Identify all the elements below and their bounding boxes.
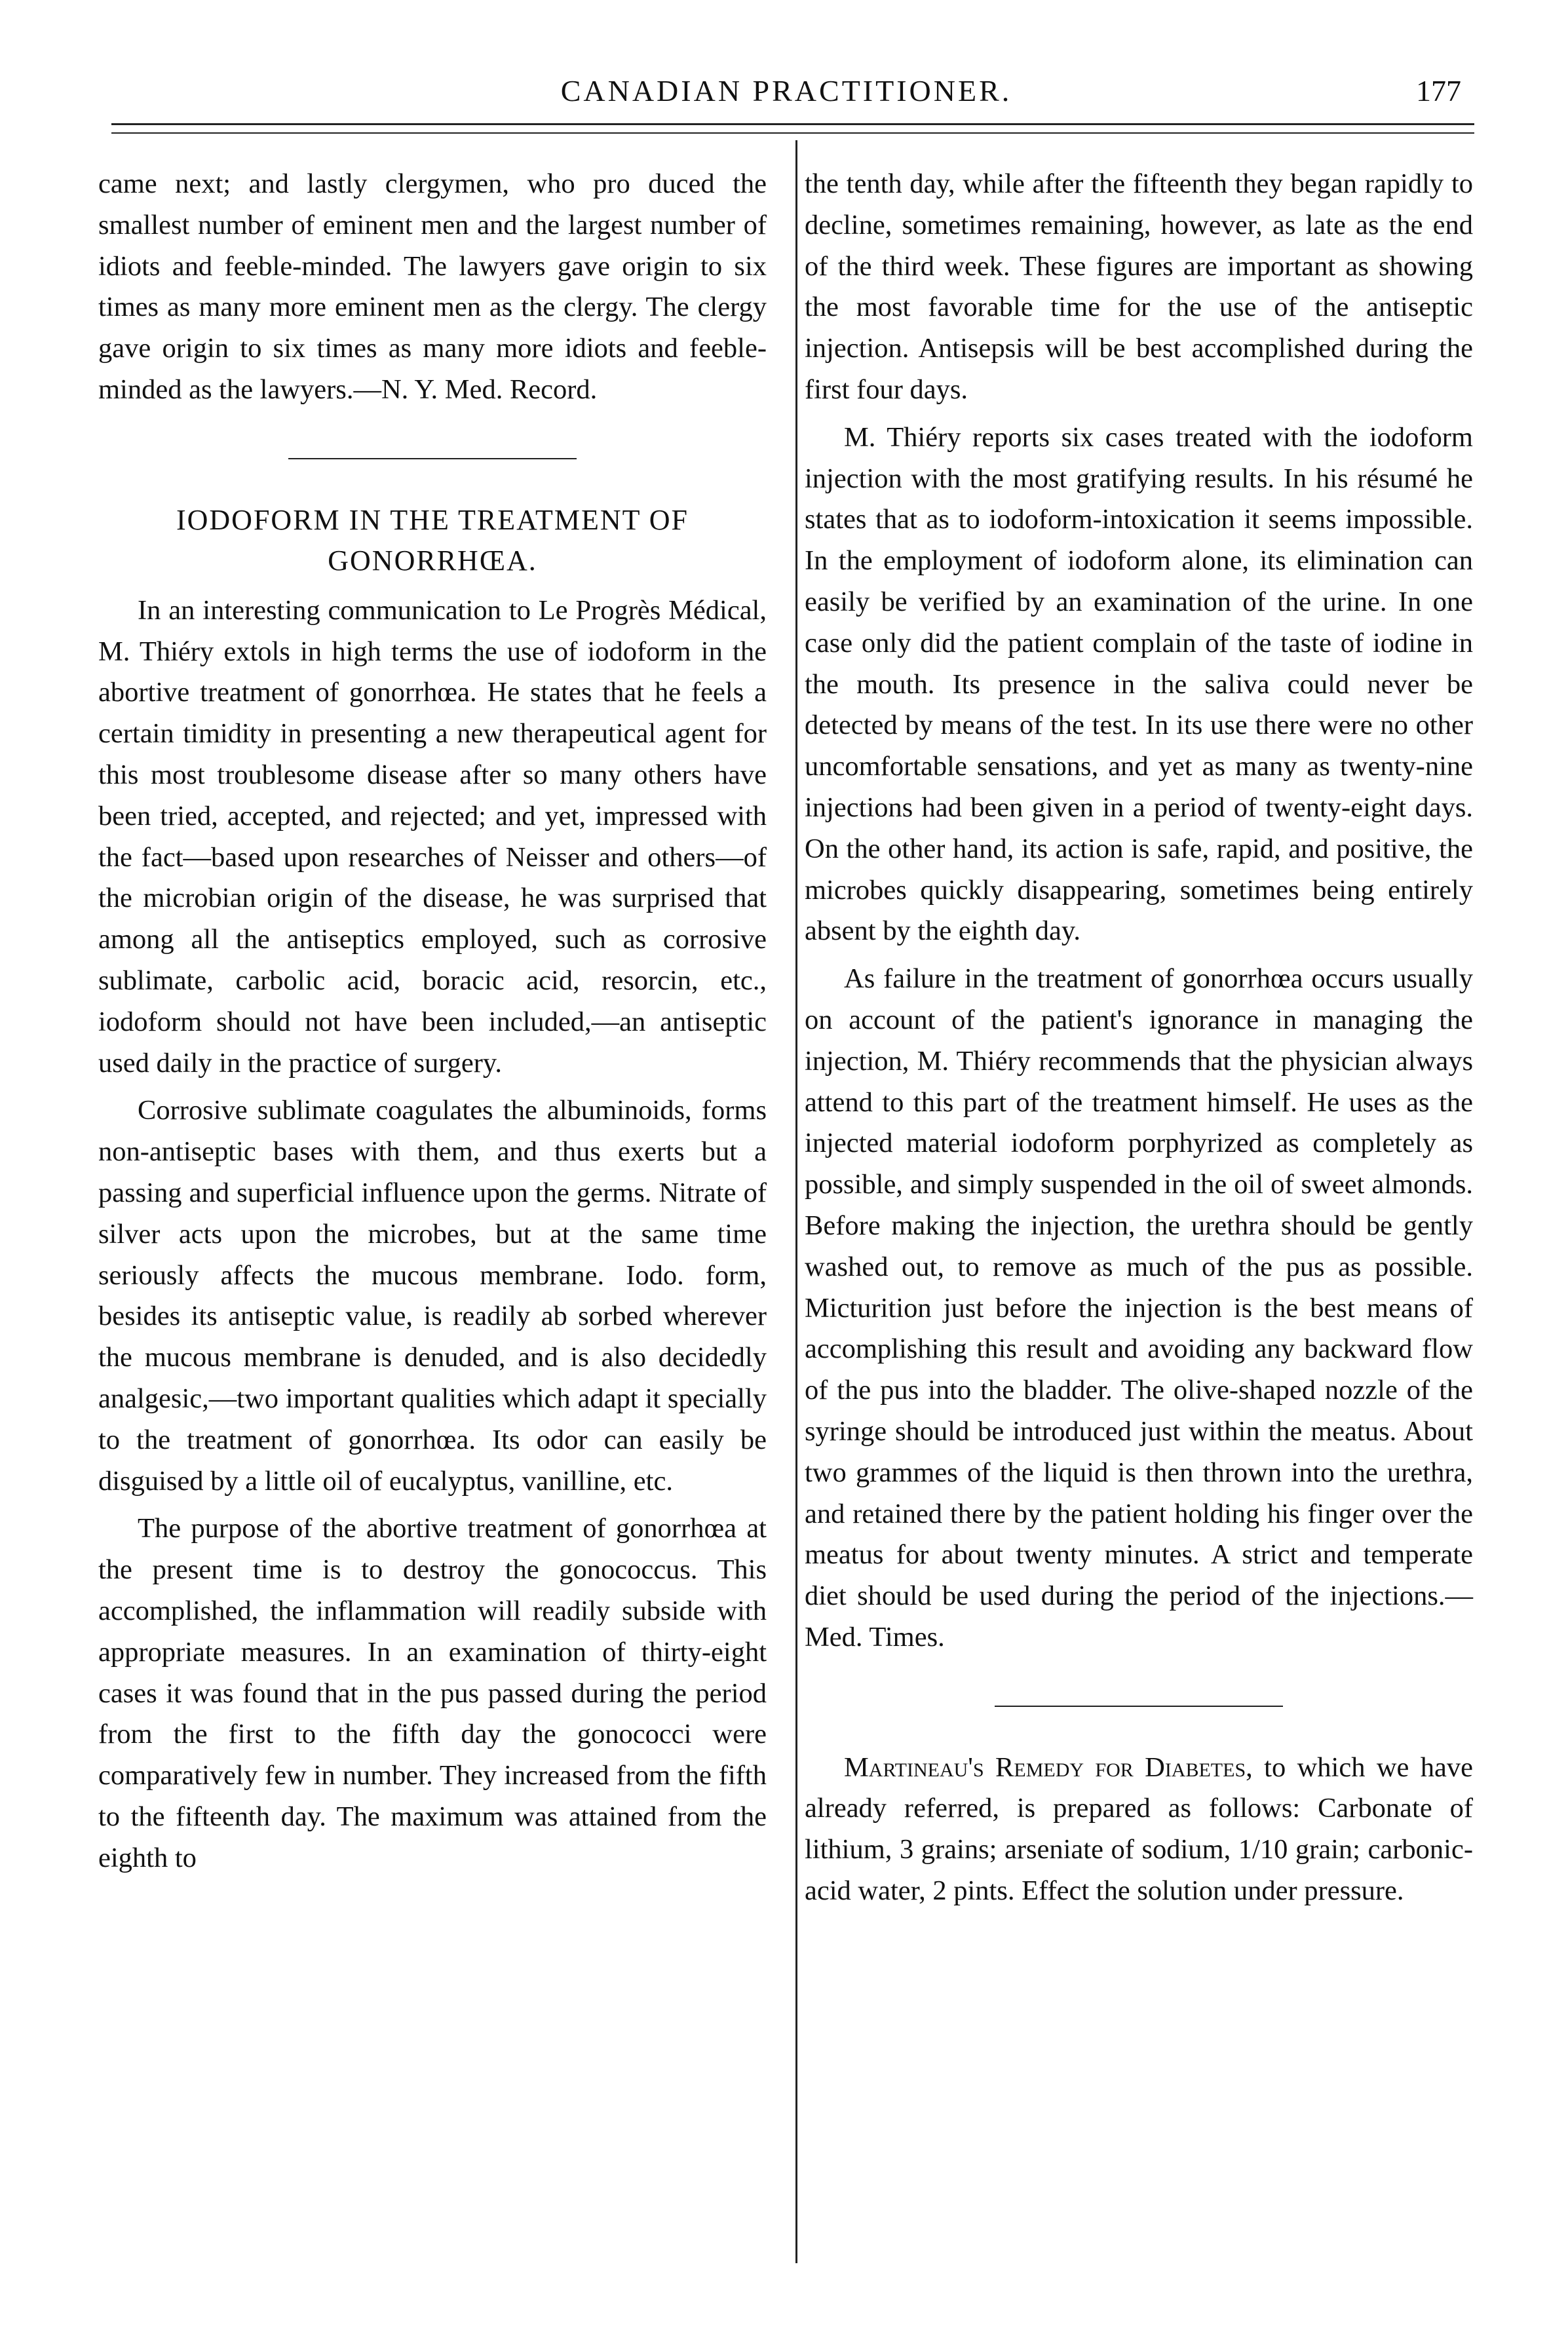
running-header [98, 66, 1474, 118]
left-paragraph-4: The purpose of the abortive treatment of gonorrhœa at the present time is to destroy the gonococcus. This accomplished, the inflammation will readily subside with appropriate measures. In an examination of thirty-eight cases it was found that in the pus passed during the period from the first to the fifth day the gonococci were comparatively few in number. They increased from the fifth to the fifteenth day. The maximum was attained from the eighth to [98, 1513, 767, 1873]
section-separator-rule [288, 458, 577, 459]
left-paragraph-3: Corrosive sublimate coagulates the albuminoids, forms non-antiseptic bases with them, and thus exerts but a passing and superficial influence upon the germs. Nitrate of silver acts upon the microbes, but at the same time seriously affects the mucous membrane. Iodo. form, besides its antiseptic value, is readily ab sorbed wherever the mucous membrane is denuded, and is also decidedly analgesic,—two important qualities which adapt it specially to the treatment of gonorrhœa. Its odor can easily be disguised by a little oil of eucalyptus, vanilline, etc. [98, 1095, 767, 1497]
column-divider [795, 140, 797, 2263]
article-heading [98, 500, 767, 581]
article-heading-line-1: IODOFORM IN THE TREATMENT OF [176, 503, 689, 536]
section-separator-rule-2 [995, 1706, 1283, 1707]
right-paragraph-3: As failure in the treatment of gonorrhœa occurs usually on account of the patient's ignorance in managing the injection, M. Thiéry recommends that the physician always attend to this part of the treatment himself. He uses as the injected material iodoform porphyrized as completely as possible, and simply suspended in the oil of sweet almonds. Before making the injection, the urethra should be gently washed out, to remove as much of the pus as possible. Micturition just before the injection is the best means of accomplishing this result and avoiding any backward flow of the pus into the bladder. The olive-shaped nozzle of the syringe should be introduced just within the meatus. About two grammes of the liquid is then thrown into the urethra, and retained there by the patient holding his finger over the meatus for about twenty minutes. A strict and temperate diet should be used during the period of the injections.—Med. Times. [805, 963, 1473, 1653]
header-rule-top [111, 123, 1474, 125]
page-number: 177 [1416, 74, 1461, 107]
header-rule-bottom [111, 132, 1474, 134]
right-column [805, 164, 1473, 1912]
article-heading-line-2: GONORRHŒA. [328, 544, 537, 577]
diabetes-remedy-text: to which we have already referred, is prepared as follows: Carbonate of lithium, 3 grains; arseniate of sodium, 1/10 grain; carbonic-acid water, 2 pints. Effect the solution under pressure. [805, 1751, 1473, 1907]
right-paragraph-4 [805, 1748, 1473, 1912]
diabetes-remedy-title: Martineau's Remedy for Diabetes, [844, 1751, 1253, 1783]
left-paragraph-1: came next; and lastly clergymen, who pro duced the smallest number of eminent men and the largest number of idiots and feeble-minded. The lawyers gave origin to six times as many more eminent men as the clergy. The clergy gave origin to six times as many more idiots and feeble-minded as the lawyers.—N. Y. Med. Record. [98, 168, 767, 405]
right-paragraph-2: M. Thiéry reports six cases treated with the iodoform injection with the most gratifying results. In his résumé he states that as to iodoform-intoxication it seems impossible. In the employment of iodoform alone, its elimination can easily be verified by an examination of the urine. In one case only did the patient complain of the taste of iodine in the mouth. Its presence in the saliva could never be detected by means of the test. In its use there were no other uncomfortable sensations, and yet as many as twenty-nine injections had been given in a period of twenty-eight days. On the other hand, its action is safe, rapid, and positive, the microbes quickly disappearing, sometimes being entirely absent by the eighth day. [805, 421, 1473, 947]
journal-title: CANADIAN PRACTITIONER. [560, 74, 1012, 107]
left-column [98, 164, 767, 1879]
right-paragraph-1: the tenth day, while after the fifteenth they began rapidly to decline, sometimes remaining, however, as late as the end of the third week. These figures are important as showing the most favorable time for the use of the antiseptic injection. Antisepsis will be best accomplished during the first four days. [805, 168, 1473, 405]
left-paragraph-2: In an interesting communication to Le Progrès Médical, M. Thiéry extols in high terms the use of iodoform in the abortive treatment of gonorrhœa. He states that he feels a certain timidity in presenting a new therapeutical agent for this most troublesome disease after so many others have been tried, accepted, and rejected; and yet, impressed with the fact—based upon researches of Neisser and others—of the microbian origin of the disease, he was surprised that among all the antiseptics employed, such as corrosive sublimate, carbolic acid, boracic acid, resorcin, etc., iodoform should not have been included,—an antiseptic used daily in the practice of surgery. [98, 594, 767, 1079]
